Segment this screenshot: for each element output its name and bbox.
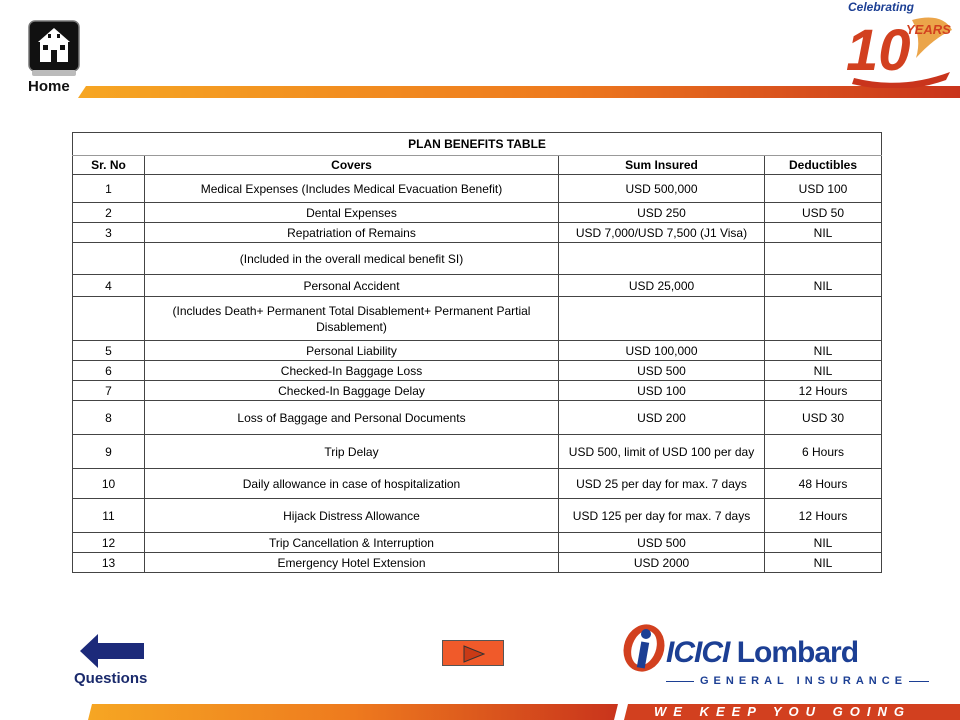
sum-insured-cell: USD 500,000: [559, 175, 765, 203]
table-row: [73, 223, 882, 243]
sr-no-cell: 13: [73, 553, 145, 573]
deductibles-cell: 48 Hours: [765, 469, 882, 499]
general-insurance-text: [666, 675, 929, 687]
sum-insured-cell: USD 250: [559, 203, 765, 223]
table-row: [73, 341, 882, 361]
table-title: PLAN BENEFITS TABLE: [73, 133, 882, 156]
sum-insured-cell: USD 25,000: [559, 275, 765, 297]
covers-cell: Checked-In Baggage Delay: [145, 381, 559, 401]
deductibles-cell: USD 50: [765, 203, 882, 223]
covers-cell: Emergency Hotel Extension: [145, 553, 559, 573]
top-stripe: [0, 86, 960, 98]
table-row: [73, 533, 882, 553]
sum-insured-cell: USD 100: [559, 381, 765, 401]
deductibles-header: Deductibles: [765, 156, 882, 175]
celebrating-text: Celebrating: [848, 0, 915, 14]
home-label[interactable]: Home: [28, 78, 70, 95]
ten-number: 10: [846, 18, 911, 83]
sum-insured-cell: USD 2000: [559, 553, 765, 573]
covers-cell: Repatriation of Remains: [145, 223, 559, 243]
sr-no-cell: 8: [73, 401, 145, 435]
covers-cell: Daily allowance in case of hospitalization: [145, 469, 559, 499]
sr-no-cell: [73, 243, 145, 275]
sr-no-cell: 3: [73, 223, 145, 243]
covers-cell: Personal Accident: [145, 275, 559, 297]
deductibles-cell: [765, 297, 882, 341]
sum-insured-cell: USD 500: [559, 533, 765, 553]
covers-cell: (Includes Death+ Permanent Total Disablement+ Permanent Partial Disablement): [145, 297, 559, 341]
deductibles-cell: NIL: [765, 533, 882, 553]
years-text: YEARS: [906, 22, 951, 37]
covers-cell: (Included in the overall medical benefit SI): [145, 243, 559, 275]
sum-insured-header: Sum Insured: [559, 156, 765, 175]
table-row: [73, 381, 882, 401]
sr-no-cell: 11: [73, 499, 145, 533]
sum-insured-cell: USD 500: [559, 361, 765, 381]
deductibles-cell: 12 Hours: [765, 381, 882, 401]
plan-benefits-table: [72, 132, 882, 573]
icici-i-emblem-icon: [622, 618, 666, 674]
covers-cell: Checked-In Baggage Loss: [145, 361, 559, 381]
sr-no-cell: 6: [73, 361, 145, 381]
deductibles-cell: 12 Hours: [765, 499, 882, 533]
house-icon: [28, 20, 80, 76]
sr-no-cell: 9: [73, 435, 145, 469]
home-button[interactable]: [28, 20, 80, 76]
table-row: [73, 401, 882, 435]
brand-name-icici: ICICI: [666, 636, 730, 669]
brand-name: [666, 636, 858, 670]
sum-insured-cell: [559, 297, 765, 341]
covers-cell: Trip Delay: [145, 435, 559, 469]
table-row: [73, 203, 882, 223]
questions-label[interactable]: Questions: [74, 670, 148, 687]
covers-cell: Dental Expenses: [145, 203, 559, 223]
table-row: [73, 297, 882, 341]
table-row: [73, 243, 882, 275]
play-button[interactable]: [442, 640, 504, 666]
brand-name-lombard: Lombard: [736, 636, 859, 669]
sr-no-cell: [73, 297, 145, 341]
sr-no-cell: 1: [73, 175, 145, 203]
sum-insured-cell: USD 7,000/USD 7,500 (J1 Visa): [559, 223, 765, 243]
deductibles-cell: NIL: [765, 341, 882, 361]
sum-insured-cell: USD 100,000: [559, 341, 765, 361]
deductibles-cell: NIL: [765, 275, 882, 297]
covers-cell: Medical Expenses (Includes Medical Evacuation Benefit): [145, 175, 559, 203]
covers-cell: Trip Cancellation & Interruption: [145, 533, 559, 553]
covers-header: Covers: [145, 156, 559, 175]
sum-insured-cell: USD 125 per day for max. 7 days: [559, 499, 765, 533]
deductibles-cell: 6 Hours: [765, 435, 882, 469]
deductibles-cell: NIL: [765, 361, 882, 381]
deductibles-cell: NIL: [765, 553, 882, 573]
table-row: [73, 553, 882, 573]
sum-insured-cell: [559, 243, 765, 275]
brand-subtitle: GENERAL INSURANCE: [700, 675, 908, 687]
icici-lombard-logo: [622, 618, 922, 692]
table-row: [73, 175, 882, 203]
sr-no-cell: 10: [73, 469, 145, 499]
left-arrow-icon: [80, 634, 144, 668]
covers-cell: Personal Liability: [145, 341, 559, 361]
covers-cell: Loss of Baggage and Personal Documents: [145, 401, 559, 435]
play-icon: [463, 645, 485, 663]
sum-insured-cell: USD 500, limit of USD 100 per day: [559, 435, 765, 469]
covers-cell: Hijack Distress Allowance: [145, 499, 559, 533]
table-row: [73, 435, 882, 469]
deductibles-cell: NIL: [765, 223, 882, 243]
sr-no-header: Sr. No: [73, 156, 145, 175]
questions-back-button[interactable]: [80, 634, 144, 668]
table-row: [73, 361, 882, 381]
sr-no-cell: 4: [73, 275, 145, 297]
sum-insured-cell: USD 25 per day for max. 7 days: [559, 469, 765, 499]
celebrating-10-years-logo: [842, 0, 954, 88]
table-row: [73, 499, 882, 533]
sr-no-cell: 7: [73, 381, 145, 401]
sr-no-cell: 2: [73, 203, 145, 223]
deductibles-cell: USD 30: [765, 401, 882, 435]
table-row: [73, 275, 882, 297]
sum-insured-cell: USD 200: [559, 401, 765, 435]
sr-no-cell: 12: [73, 533, 145, 553]
sr-no-cell: 5: [73, 341, 145, 361]
deductibles-cell: [765, 243, 882, 275]
tagline: WE KEEP YOU GOING: [654, 704, 911, 719]
deductibles-cell: USD 100: [765, 175, 882, 203]
table-row: [73, 469, 882, 499]
